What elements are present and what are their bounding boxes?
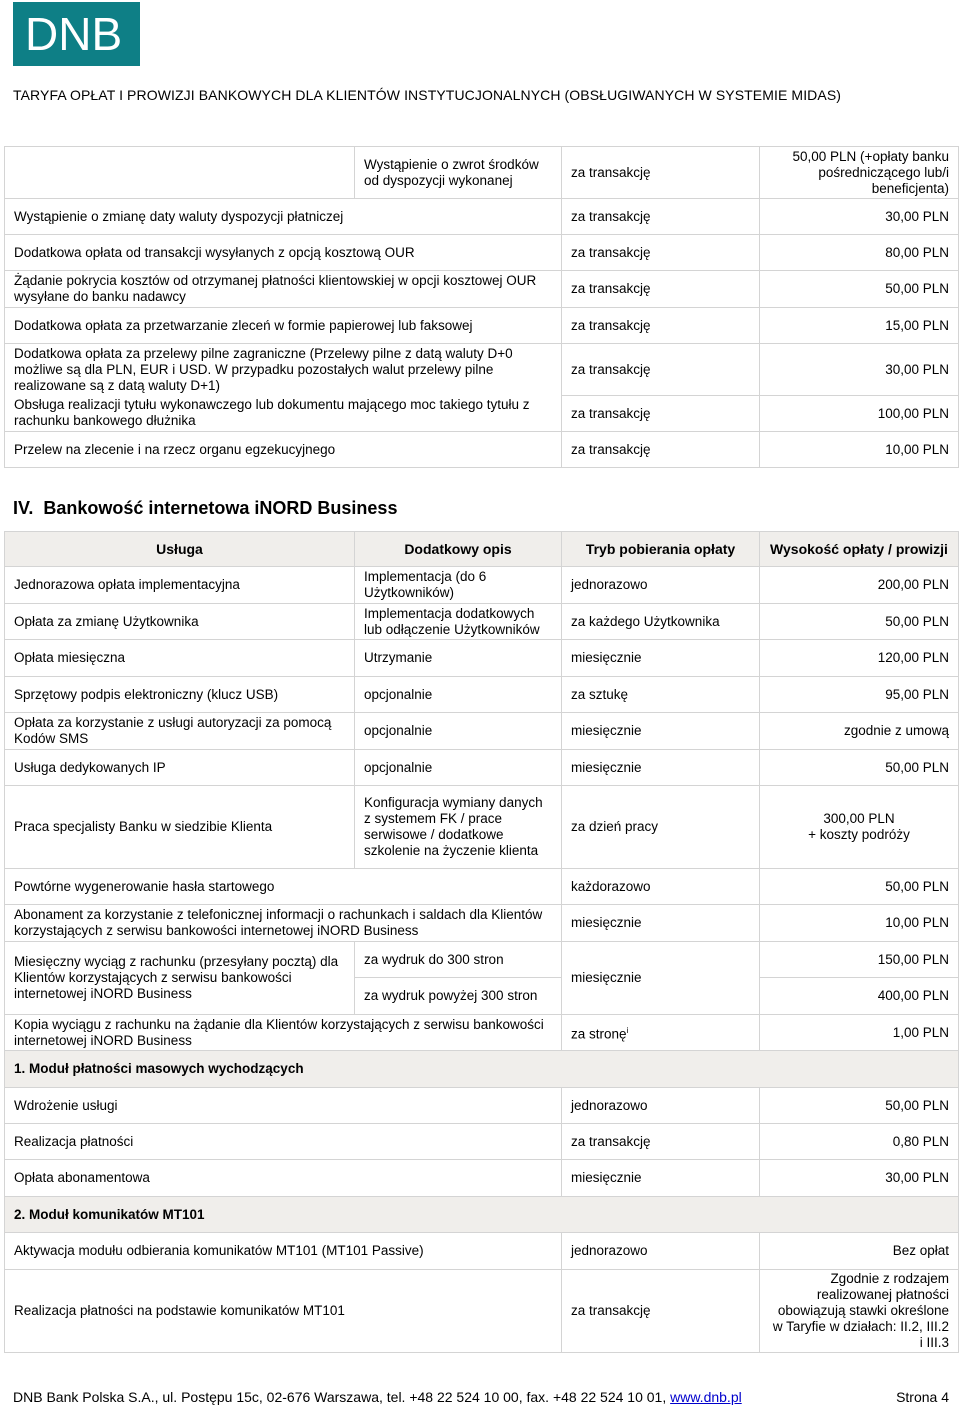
table-row: Obsługa realizacji tytułu wykonawczego lub dokumentu mającego moc takiego tytułu z rachunku bankowego dłużnika za transakcję 100,00 PLN — [5, 396, 959, 432]
table-row: Aktywacja modułu odbierania komunikatów MT101 (MT101 Passive) jednorazowo Bez opłat — [5, 1233, 959, 1270]
table-row: Realizacja płatności za transakcję 0,80 PLN — [5, 1124, 959, 1160]
table-row: Przelew na zlecenie i na rzecz organu egzekucyjnego za transakcję 10,00 PLN — [5, 432, 959, 468]
table-row: Dodatkowa opłata od transakcji wysyłanych z opcją kosztową OUR za transakcję 80,00 PLN — [5, 235, 959, 271]
table-row: Opłata za korzystanie z usługi autoryzacji za pomocą Kodów SMS opcjonalnie miesięcznie zgodnie z umową — [5, 713, 959, 750]
table-row: Opłata za zmianę Użytkownika Implementacja dodatkowych lub odłączenie Użytkowników za każdego Użytkownika 50,00 PLN — [5, 604, 959, 640]
table-header-row: Usługa Dodatkowy opis Tryb pobierania opłaty Wysokość opłaty / prowizji — [5, 532, 959, 567]
table-row: Realizacja płatności na podstawie komunikatów MT101 za transakcję Zgodnie z rodzajem realizowanej płatności obowiązują stawki określone w Taryfie w działach: II.2, III.2 i III.3 — [5, 1270, 959, 1353]
table-row: Miesięczny wyciąg z rachunku (przesyłany pocztą) dla Klientów korzystających z serwisu bankowości internetowej iNORD Business za wydruk do 300 stron miesięcznie 150,00 PLN — [5, 942, 959, 978]
section-row: 1. Moduł płatności masowych wychodzących — [5, 1051, 959, 1088]
table-row: Opłata miesięczna Utrzymanie miesięcznie 120,00 PLN — [5, 640, 959, 677]
table-row: Wystąpienie o zwrot środków od dyspozycji wykonanej za transakcję 50,00 PLN (+opłaty banku pośredniczącego lub/i beneficjenta) — [5, 147, 959, 199]
internet-banking-fees-table — [4, 531, 959, 1353]
table-row: Opłata abonamentowa miesięcznie 30,00 PLN — [5, 1160, 959, 1197]
section-row: 2. Moduł komunikatów MT101 — [5, 1197, 959, 1233]
website-link[interactable]: www.dnb.pl — [670, 1389, 742, 1405]
table-row: Jednorazowa opłata implementacyjna Implementacja (do 6 Użytkowników) jednorazowo 200,00 PLN — [5, 567, 959, 604]
table-row: Abonament za korzystanie z telefonicznej informacji o rachunkach i saldach dla Klientów korzystających z serwisu bankowości internetowej iNORD Business miesięcznie 10,00 PLN — [5, 905, 959, 942]
table-row: Sprzętowy podpis elektroniczny (klucz USB) opcjonalnie za sztukę 95,00 PLN — [5, 677, 959, 713]
fees-table-continued — [4, 146, 959, 468]
table-row: Dodatkowa opłata za przelewy pilne zagraniczne (Przelewy pilne z datą waluty D+0 możliwe są dla PLN, EUR i USD. W przypadku pozostałych walut przelewy pilne realizowane są z datą waluty D+1) za transakcję 30,00 PLN — [5, 344, 959, 396]
dnb-logo: DNB — [13, 2, 140, 66]
page-number: Strona 4 — [896, 1389, 949, 1405]
document-title: TARYFA OPŁAT I PROWIZJI BANKOWYCH DLA KLIENTÓW INSTYTUCJONALNYCH (OBSŁUGIWANYCH W SYSTEMIE MIDAS) — [13, 87, 842, 103]
table-row: Powtórne wygenerowanie hasła startowego każdorazowo 50,00 PLN — [5, 869, 959, 905]
table-row: Dodatkowa opłata za przetwarzanie zleceń w formie papierowej lub faksowej za transakcję 15,00 PLN — [5, 308, 959, 344]
table-row: za wydruk powyżej 300 stron 400,00 PLN — [5, 978, 959, 1015]
table-row: Wdrożenie usługi jednorazowo 50,00 PLN — [5, 1088, 959, 1124]
table-row: Praca specjalisty Banku w siedzibie Klienta Konfiguracja wymiany danych z systemem FK / prace serwisowe / dodatkowe szkolenie na życzenie klienta za dzień pracy 300,00 PLN + koszty podróży — [5, 786, 959, 869]
section-title: IV. Bankowość internetowa iNORD Business — [13, 498, 398, 518]
table-row: Kopia wyciągu z rachunku na żądanie dla Klientów korzystających z serwisu bankowości internetowej iNORD Business za stronę$^i$ 1,00 PLN — [5, 1015, 959, 1051]
table-row: Żądanie pokrycia kosztów od otrzymanej płatności klientowskiej w opcji kosztowej OUR wysyłane do banku nadawcy za transakcję 50,00 PLN — [5, 271, 959, 308]
table-row: Wystąpienie o zmianę daty waluty dyspozycji płatniczej za transakcję 30,00 PLN — [5, 199, 959, 235]
table-row: Usługa dedykowanych IP opcjonalnie miesięcznie 50,00 PLN — [5, 750, 959, 786]
